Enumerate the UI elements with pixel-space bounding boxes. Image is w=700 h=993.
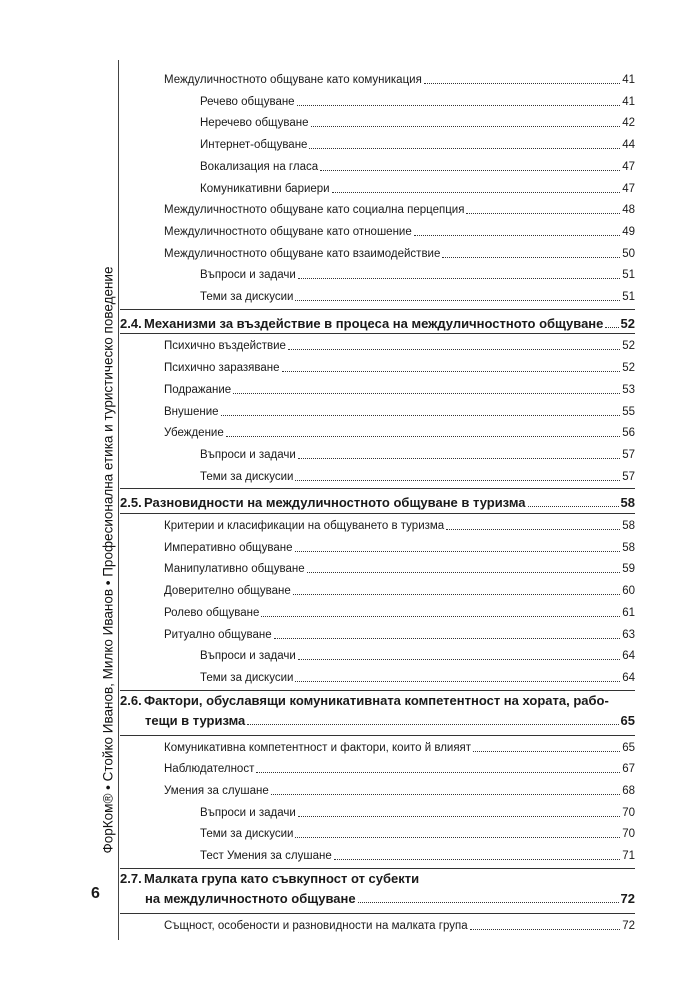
toc-page-number: 64	[622, 671, 635, 684]
toc-leader	[334, 859, 620, 860]
toc-page-number: 50	[622, 247, 635, 260]
toc-leader	[358, 902, 619, 903]
toc-section-number: 2.5.	[120, 495, 142, 511]
toc-entry-title: Същност, особености и разновидности на малката група	[164, 919, 468, 932]
toc-entry-title: Вокализация на гласа	[200, 160, 319, 173]
toc-page-number: 64	[622, 650, 635, 663]
toc-entry-title: Комуникативна компетентност и фактори, които й влияят	[164, 741, 472, 754]
toc-page-number: 56	[622, 427, 635, 440]
toc-entry[interactable]	[120, 333, 635, 353]
toc-entry[interactable]	[120, 756, 635, 776]
toc-entry-title: Междуличностното общуване като взаимодействие	[164, 247, 441, 260]
toc-leader	[332, 192, 621, 193]
toc-entry[interactable]	[120, 219, 635, 239]
toc-leader	[442, 257, 620, 258]
toc-entry[interactable]	[120, 355, 635, 375]
toc-section-heading[interactable]	[120, 490, 635, 510]
toc-page-number: 52	[620, 315, 635, 331]
toc-subentry[interactable]	[120, 643, 635, 663]
section-separator	[120, 488, 635, 489]
toc-page-number: 41	[622, 74, 635, 86]
toc-leader	[424, 83, 620, 84]
toc-page-number: 52	[622, 340, 635, 353]
toc-leader	[307, 572, 621, 573]
toc-page-number: 68	[622, 785, 635, 797]
toc-page-number: 72	[622, 919, 635, 932]
toc-leader	[298, 659, 620, 660]
toc-entry-title: Психично въздействие	[164, 340, 286, 353]
toc-subentry[interactable]	[120, 154, 635, 174]
toc-leader	[293, 594, 620, 595]
toc-section-title-cont: тещи в туризма	[145, 712, 246, 728]
toc-leader	[297, 105, 621, 106]
toc-entry-title: Междуличностното общуване като отношение	[164, 225, 412, 238]
toc-leader	[470, 929, 621, 930]
toc-page-number: 41	[622, 95, 635, 108]
toc-entry[interactable]	[120, 778, 635, 798]
toc-page-number: 48	[622, 204, 635, 217]
toc-entry-title: Доверително общуване	[164, 585, 291, 598]
toc-page-number: 55	[622, 405, 635, 418]
toc-entry-title: Неречево общуване	[200, 117, 309, 130]
toc-page-number: 63	[622, 628, 635, 641]
toc-leader	[295, 300, 620, 301]
toc-leader	[233, 393, 620, 394]
toc-leader	[295, 837, 620, 838]
toc-leader	[298, 816, 620, 817]
toc-leader	[282, 371, 621, 372]
toc-page-number: 58	[622, 541, 635, 554]
toc-subentry[interactable]	[120, 821, 635, 841]
toc-leader	[528, 506, 619, 507]
toc-subentry[interactable]	[120, 176, 635, 196]
toc-subentry[interactable]	[120, 110, 635, 130]
toc-entry-title: Речево общуване	[200, 95, 295, 108]
toc-entry[interactable]	[120, 556, 635, 576]
toc-leader	[274, 638, 621, 639]
toc-leader	[446, 529, 620, 530]
toc-leader	[298, 278, 620, 279]
toc-page-number: 58	[622, 520, 635, 532]
toc-page-number: 47	[622, 182, 635, 195]
toc-leader	[288, 349, 620, 350]
toc-section-title-cont: на междуличностното общуване	[145, 890, 356, 906]
toc-entry[interactable]	[120, 197, 635, 217]
toc-leader	[295, 480, 620, 481]
toc-entry-title: Теми за дискусии	[200, 828, 294, 841]
toc-entry-title: Теми за дискусии	[200, 671, 294, 684]
toc-leader	[605, 327, 618, 328]
toc-section-title: Малката група като съвкупност от субекти	[144, 870, 420, 886]
toc-page-number: 65	[622, 741, 635, 754]
toc-leader	[295, 551, 621, 552]
section-separator	[120, 690, 635, 691]
toc-leader	[309, 148, 620, 149]
toc-subentry[interactable]	[120, 442, 635, 462]
toc-leader	[261, 616, 620, 617]
toc-leader	[414, 235, 620, 236]
toc-page-number: 51	[622, 269, 635, 282]
toc-page-number: 70	[622, 828, 635, 841]
toc-entry[interactable]	[120, 241, 635, 261]
toc-section-number: 2.6.	[120, 692, 142, 708]
toc-entry-title: Теми за дискусии	[200, 470, 294, 483]
toc-entry[interactable]	[120, 578, 635, 598]
toc-leader	[221, 415, 621, 416]
toc-page-number: 52	[622, 362, 635, 375]
toc-entry-title: Манипулативно общуване	[164, 563, 305, 576]
toc-section-heading[interactable]	[120, 871, 635, 911]
toc-leader	[466, 213, 620, 214]
toc-entry-title: Императивно общуване	[164, 541, 293, 554]
toc-entry-title: Въпроси и задачи	[200, 448, 296, 461]
toc-page-number: 71	[622, 850, 635, 863]
toc-page-number: 70	[622, 806, 635, 819]
toc-entry[interactable]	[120, 420, 635, 440]
toc-page-number: 57	[622, 448, 635, 461]
toc-entry-title: Тест Умения за слушане	[200, 850, 332, 863]
toc-entry-title: Въпроси и задачи	[200, 806, 296, 819]
toc-leader	[256, 772, 620, 773]
toc-subentry[interactable]	[120, 800, 635, 820]
toc-leader	[298, 458, 620, 459]
toc-leader	[295, 681, 620, 682]
toc-entry[interactable]	[120, 67, 635, 87]
toc-page-number: 44	[622, 139, 635, 152]
toc-leader	[473, 751, 620, 752]
toc-subentry[interactable]	[120, 665, 635, 685]
toc-entry-title: Междуличностното общуване като социална перцепция	[164, 204, 465, 217]
toc-leader	[226, 436, 620, 437]
margin-rule	[118, 60, 119, 940]
page-number: 6	[91, 885, 100, 902]
toc-entry-title: Ритуално общуване	[164, 628, 272, 641]
toc-page-number: 49	[622, 225, 635, 238]
toc-page-number: 57	[622, 470, 635, 483]
toc-entry[interactable]	[120, 399, 635, 419]
toc-entry-title: Убеждение	[164, 427, 224, 440]
toc-section-title: Разновидности на междуличностното общуване в туризма	[144, 495, 526, 511]
toc-page-number: 65	[620, 712, 635, 728]
toc-entry-title: Подражание	[164, 383, 232, 396]
toc-subentry[interactable]	[120, 262, 635, 282]
section-separator	[120, 309, 635, 310]
toc-page-number: 59	[622, 563, 635, 576]
toc-page-number: 67	[622, 763, 635, 776]
toc-page-number: 61	[622, 606, 635, 619]
toc-entry[interactable]	[120, 600, 635, 620]
toc-page-number: 47	[622, 160, 635, 173]
toc-entry-title: Въпроси и задачи	[200, 650, 296, 663]
toc-entry-title: Интернет-общуване	[200, 139, 308, 152]
toc-page-number: 60	[622, 585, 635, 598]
toc-subentry[interactable]	[120, 89, 635, 109]
toc-subentry[interactable]	[120, 132, 635, 152]
toc-page-number: 58	[620, 495, 635, 511]
toc-section-number: 2.7.	[120, 870, 142, 886]
toc-section-title: Фактори, обуславящи комуникативната компетентност на хората, рабо-	[144, 692, 609, 708]
toc-page-number: 51	[622, 291, 635, 303]
toc-leader	[311, 126, 621, 127]
toc-entry-title: Наблюдателност	[164, 763, 255, 776]
toc-entry-title: Ролево общуване	[164, 606, 260, 619]
toc-entry-title: Междуличностното общуване като комуникация	[164, 74, 422, 86]
toc-subentry[interactable]	[120, 284, 635, 304]
toc-subentry[interactable]	[120, 843, 635, 863]
toc-entry-title: Психично заразяване	[164, 362, 280, 375]
toc-entry-title: Умения за слушане	[164, 785, 269, 797]
toc-leader	[320, 170, 620, 171]
toc-entry-title: Внушение	[164, 405, 219, 418]
toc-page-number: 42	[622, 117, 635, 130]
toc-section-heading[interactable]	[120, 693, 635, 733]
toc-section-title: Механизми за въздействие в процеса на междуличностното общуване	[144, 315, 604, 331]
toc-entry[interactable]	[120, 513, 635, 533]
running-title-text: ФорКом® • Стойко Иванов, Милко Иванов • Професионална етика и туристическо поведение	[100, 266, 116, 854]
toc-leader	[271, 794, 620, 795]
toc-section-number: 2.4.	[120, 315, 142, 331]
toc-leader	[247, 724, 618, 725]
toc-section-heading[interactable]	[120, 311, 635, 331]
toc-entry[interactable]	[120, 535, 635, 555]
section-separator	[120, 868, 635, 869]
toc-entry[interactable]	[120, 913, 635, 933]
toc-entry[interactable]	[120, 377, 635, 397]
toc-entry[interactable]	[120, 622, 635, 642]
toc-entry-title: Комуникативни бариери	[200, 182, 330, 195]
toc-entry-title: Теми за дискусии	[200, 291, 294, 303]
toc-page-number: 72	[620, 890, 635, 906]
toc-entry[interactable]	[120, 735, 635, 755]
toc-subentry[interactable]	[120, 464, 635, 484]
toc-entry-title: Въпроси и задачи	[200, 269, 296, 282]
toc-page-number: 53	[622, 383, 635, 396]
toc-entry-title: Критерии и класификации на общуването в туризма	[164, 520, 445, 532]
